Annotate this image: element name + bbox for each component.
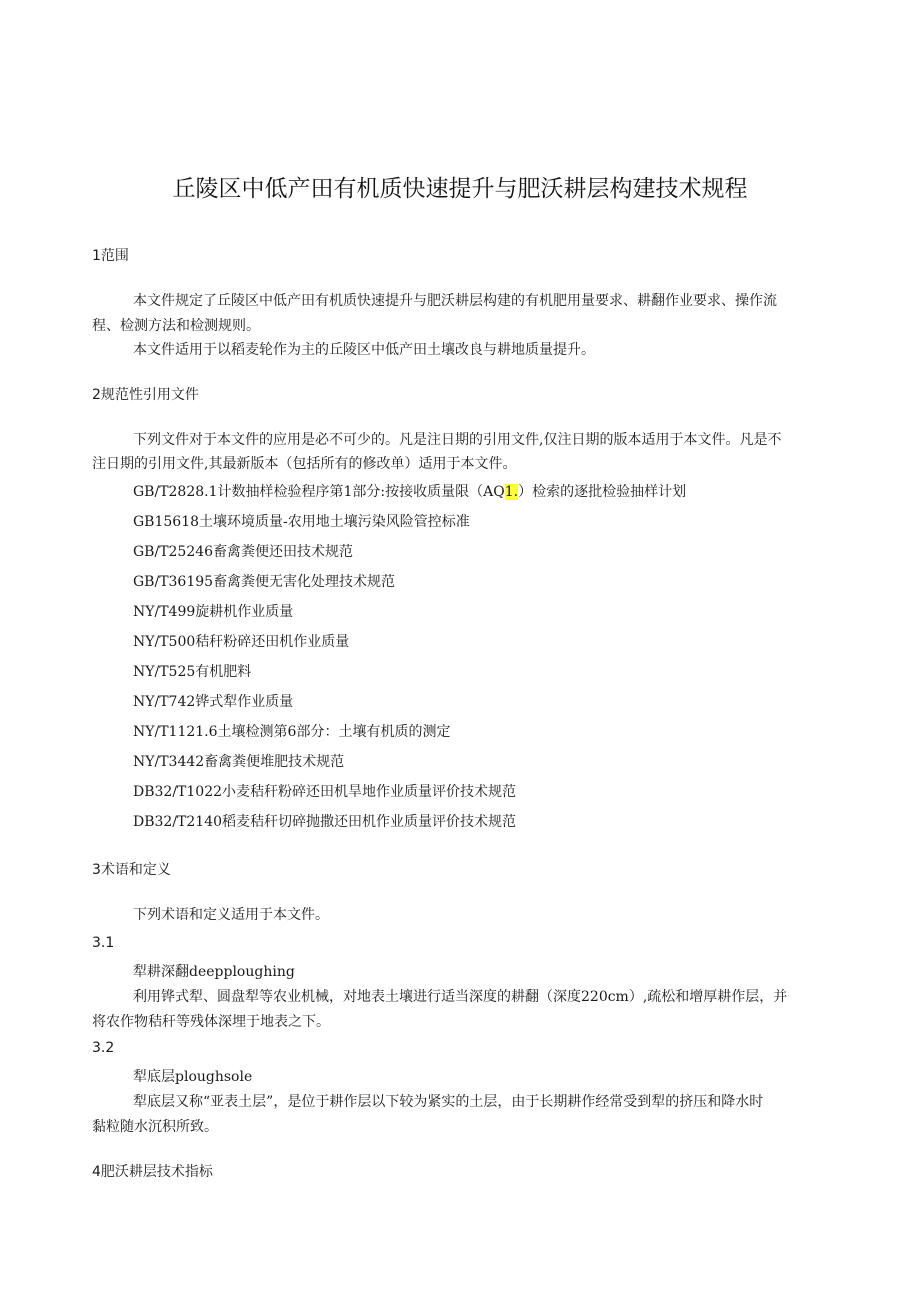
reference-item: DB32/T2140稻麦秸秆切碎抛撒还田机作业质量评价技术规范 xyxy=(133,814,517,830)
reference-item: GB15618土壤环境质量-农用地土壤污染风险管控标准 xyxy=(133,514,470,530)
term-3-1-number: 3.1 xyxy=(92,935,115,951)
term-3-2-definition-line-1: 犁底层又称“亚表土层”，是位于耕作层以下较为紧实的土层，由于长期耕作经常受到犁的挤压和降水时 xyxy=(133,1094,764,1110)
section-3-intro: 下列术语和定义适用于本文件。 xyxy=(133,907,329,923)
term-3-1-name: 犁耕深翻deepploughing xyxy=(133,964,295,980)
reference-item: NY/T525有机肥料 xyxy=(133,664,252,680)
section-1-para-1-line-1: 本文件规定了丘陵区中低产田有机质快速提升与肥沃耕层构建的有机肥用量要求、耕翻作业要求、操作流 xyxy=(133,293,777,309)
highlighted-text: 1. xyxy=(504,484,519,500)
section-3-heading: 3术语和定义 xyxy=(92,862,171,878)
term-3-2-number: 3.2 xyxy=(92,1040,115,1056)
document-title: 丘陵区中低产田有机质快速提升与肥沃耕层构建技术规程 xyxy=(172,176,748,202)
term-3-1-definition-line-2: 将农作物秸秆等残体深埋于地表之下。 xyxy=(92,1014,330,1030)
reference-item: NY/T742铧式犁作业质量 xyxy=(133,694,294,710)
section-2-para-line-1: 下列文件对于本文件的应用是必不可少的。凡是注日期的引用文件,仅注日期的版本适用于本文件。凡是不 xyxy=(133,432,782,448)
reference-item: NY/T3442畜禽粪便堆肥技术规范 xyxy=(133,754,345,770)
term-3-2-definition-line-2: 黏粒随水沉积所致。 xyxy=(92,1119,218,1135)
section-1-para-1-line-2: 程、检测方法和检测规则。 xyxy=(92,318,260,334)
section-4-heading: 4肥沃耕层技术指标 xyxy=(92,1164,213,1180)
section-2-heading: 2规范性引用文件 xyxy=(92,387,199,403)
reference-item: NY/T500秸秆粉碎还田机作业质量 xyxy=(133,634,350,650)
section-1-heading: 1范围 xyxy=(92,248,129,264)
reference-item: NY/T1121.6土壤检测第6部分：土壤有机质的测定 xyxy=(133,724,451,740)
term-3-2-name: 犁底层ploughsole xyxy=(133,1069,253,1085)
reference-text: GB/T2828.1计数抽样检验程序第1部分:按接收质量限（AQ xyxy=(133,484,505,500)
term-3-1-definition-line-1: 利用铧式犁、圆盘犁等农业机械，对地表土壤进行适当深度的耕翻（深度220cm）,疏松和增厚耕作层，并 xyxy=(133,989,788,1005)
reference-text: ）检索的逐批检验抽样计划 xyxy=(518,484,687,500)
reference-item: GB/T25246畜禽粪便还田技术规范 xyxy=(133,544,354,560)
reference-item: GB/T36195畜禽粪便无害化处理技术规范 xyxy=(133,574,396,590)
section-1-para-2: 本文件适用于以稻麦轮作为主的丘陵区中低产田土壤改良与耕地质量提升。 xyxy=(133,342,595,358)
section-2-para-line-2: 注日期的引用文件,其最新版本（包括所有的修改单）适用于本文件。 xyxy=(92,456,517,472)
reference-item xyxy=(133,482,903,502)
reference-item: NY/T499旋耕机作业质量 xyxy=(133,604,294,620)
reference-item: DB32/T1022小麦秸秆粉碎还田机旱地作业质量评价技术规范 xyxy=(133,784,517,800)
